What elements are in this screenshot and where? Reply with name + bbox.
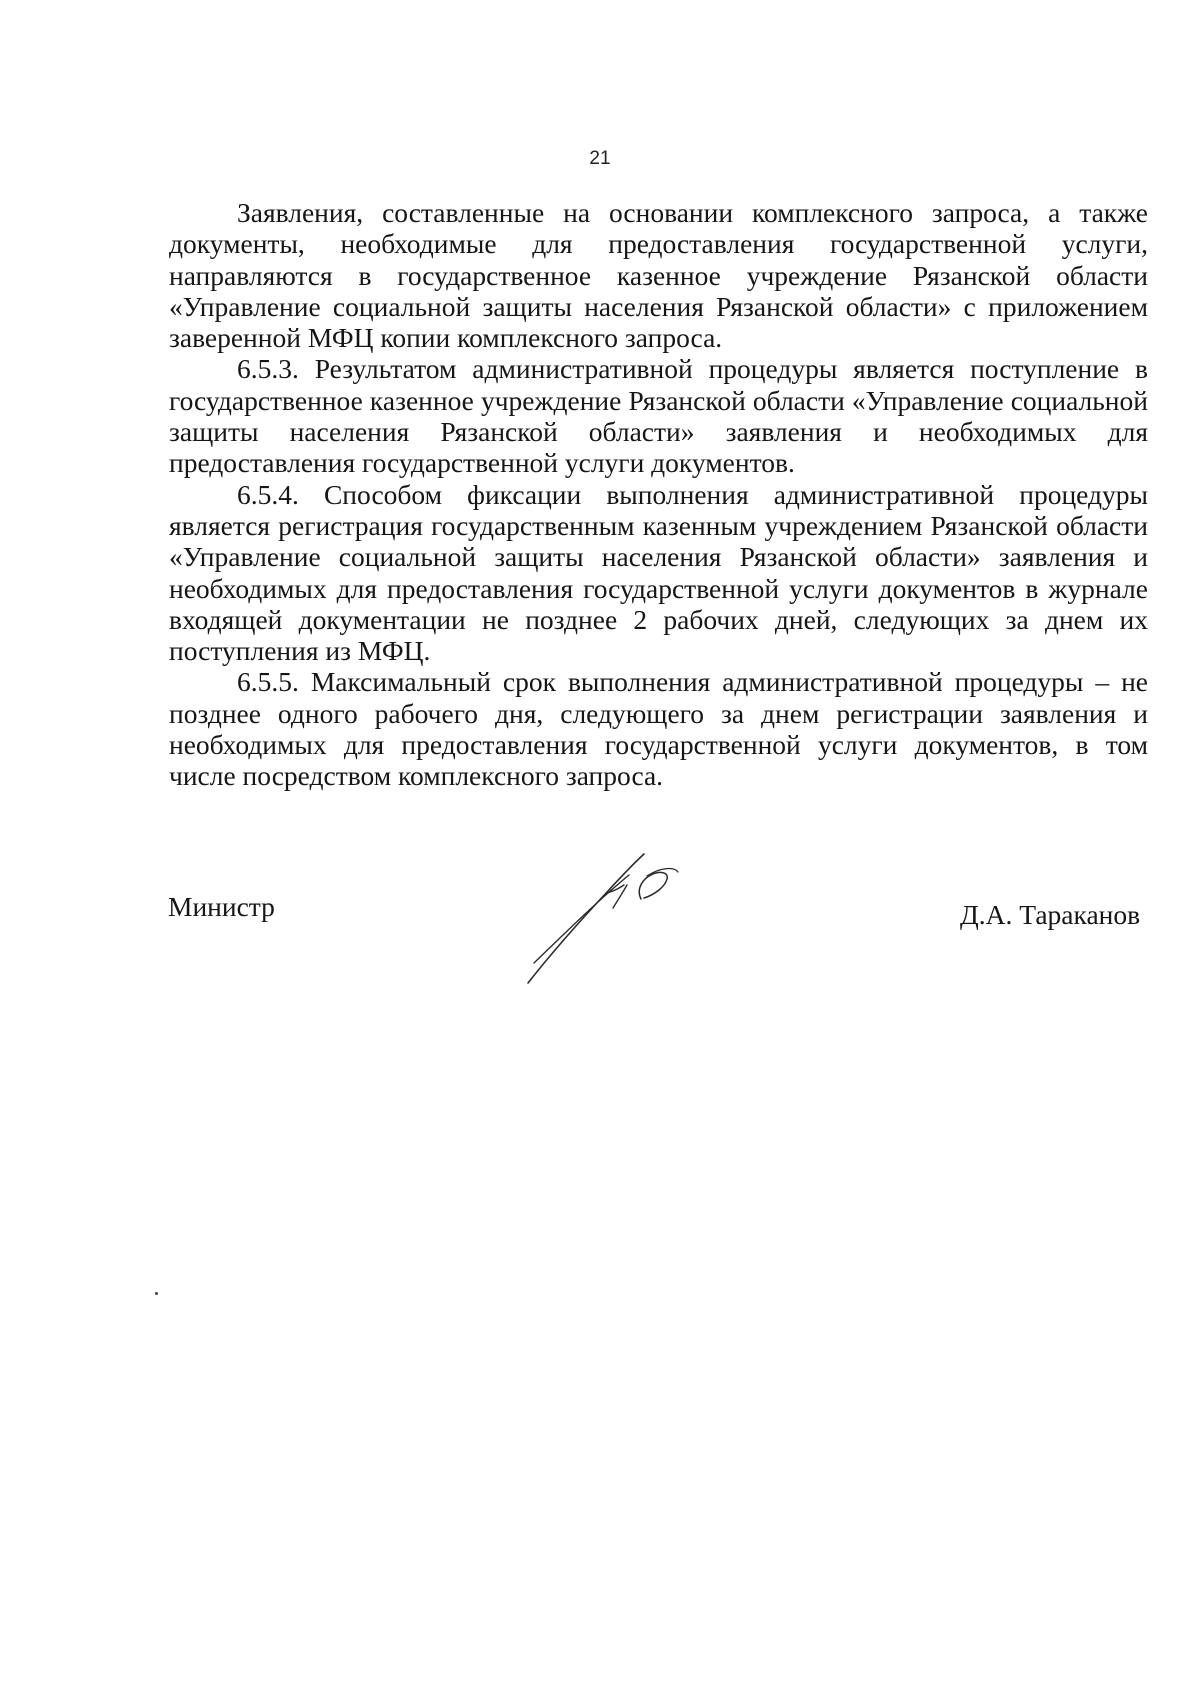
signer-name: Д.А. Тараканов (960, 899, 1141, 930)
signature-stroke-1 (528, 854, 644, 983)
page-number: 21 (589, 148, 611, 169)
paragraph-6-5-5: 6.5.5. Максимальный срок выполнения административной процедуры – не позднее одного рабочего дня, следующего за днем регистрации заявления и необходимых для предоставления государственной услуги документов, в том числе посредством комплексного запроса. (169, 666, 1148, 792)
scan-speck (155, 1292, 158, 1295)
signature-stroke-5 (639, 872, 667, 899)
paragraph-6-5-3: 6.5.3. Результатом административной процедуры является поступление в государственное казенное учреждение Рязанской области «Управление социальной защиты населения Рязанской области» заявления и необходимых для предоставления государственной услуги документов. (169, 353, 1148, 479)
signer-position: Министр (168, 891, 275, 922)
document-body (169, 197, 1148, 792)
paragraph-complex-request: Заявления, составленные на основании комплексного запроса, а также документы, необходимые для предоставления государственной услуги, направляются в государственное казенное учреждение Рязанской области «Управление социальной защиты населения Рязанской области» с приложением заверенной МФЦ копии комплексного запроса. (169, 197, 1148, 354)
handwritten-signature (520, 845, 730, 995)
signature-stroke-4 (613, 885, 627, 908)
paragraph-6-5-4: 6.5.4. Способом фиксации выполнения административной процедуры является регистрация государственным казенным учреждением Рязанской области «Управление социальной защиты населения Рязанской области» заявления и необходимых для предоставления государственной услуги документов в журнале входящей документации не позднее 2 рабочих дней, следующих за днем их поступления из МФЦ. (169, 478, 1148, 667)
